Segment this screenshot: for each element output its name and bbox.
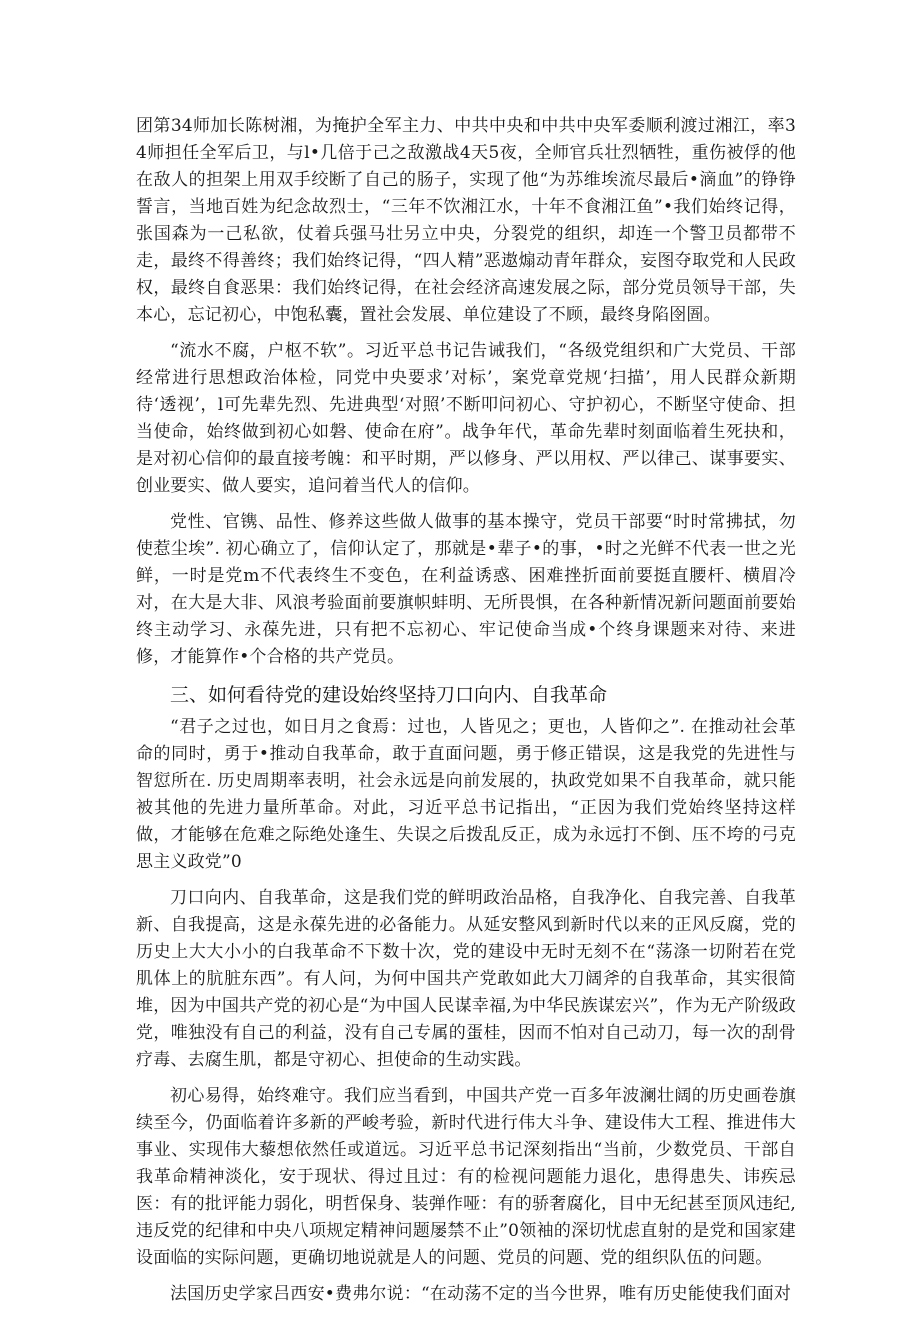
document-page bbox=[136, 113, 796, 1317]
section-heading: 三、如何看待党的建设始终坚持刀口向内、自我革命 bbox=[170, 684, 608, 706]
paragraph-3: 党性、官镌、品性、修养这些做人做事的基本操守，党员干部要“时时常拂拭，勿使惹尘埃”. 初心确立了，信仰认定了，那就是•辈子•的事，•时之光鲜不代表一世之光鲜，一时是党m不代表终生不变色，在利益诱惑、困难挫折面前要挺直腰杆、横眉冷对，在大是大非、风浪考验面前要旗帜蚌明、无所畏惧，在各种新情况新问题面前要始终主动学习、永葆先进，只有把不忘初心、牢记使命当成•个终身课题来对待、来进修，才能算作•个合格的共产党员。 bbox=[136, 512, 796, 667]
paragraph-4: “君子之过也，如日月之食焉：过也，人皆见之；更也，人皆仰之”. 在推动社会革命的同时，勇于•推动自我革命，敢于直面问题，勇于修正错误，这是我党的先进性与智愆所在. 历史周期率表明，社会永远是向前发展的，执政党如果不自我革命，就只能被其他的先进力量所革命。对此，习近平总书记指出，“正因为我们党始终坚持这样做，才能够在危难之际绝处逢生、失误之后拨乱反正，成为永远打不倒、压不垮的弓克思主义政党”0 bbox=[136, 717, 796, 872]
paragraph-7: 法国历史学家吕西安•费弗尔说：“在动荡不定的当今世界，唯有历史能使我们面对 bbox=[170, 1284, 792, 1304]
paragraph-1: 团第34师加长陈树湘，为掩护全军主力、中共中央和中共中央军委顺利渡过湘江，率34师担任全军后卫，与l•几倍于己之敌激战4天5夜，全师官兵壮烈牺牲，重伤被俘的他在敌人的担架上用双手绞断了自己的肠子，实现了他“为苏维埃流尽最后•滴血”的铮铮誓言，当地百姓为纪念故烈士，“三年不饮湘江水，十年不食湘江鱼”•我们始终记得，张国森为一己私欲，仗着兵强马壮另立中央，分裂党的组织，却连一个警卫员都带不走，最终不得善终；我们始终记得，“四人精”恶遨煽动青年群众，妄图夺取党和人民政权，最终自食恶果：我们始终记得，在社会经济高速发展之际，部分党员领导干部，失本心，忘记初心，中饱私囊，置社会发展、单位建设了不顾，最终身陷囹圄。 bbox=[136, 116, 796, 325]
paragraph-5: 刀口向内、自我革命，这是我们党的鲜明政治品格，自我净化、自我完善、自我革新、自我提高，这是永葆先进的必备能力。从延安整风到新时代以来的正风反腐，党的历史上大大小小的白我革命不下数十次，党的建设中无时无刻不在“荡涤一切附若在党肌体上的肮脏东西”。有人问，为何中国共产党敢如此大刀阔斧的自我革命，其实很简堆，因为中国共产党的初心是“为中国人民谋幸福,为中华民族谋宏兴”，作为无产阶级政党，唯独没有自己的利益，没有自己专属的蛋桂，因而不怕对自己动刀，每一次的刮骨疗毒、去腐生肌，都是守初心、担使命的生动实践。 bbox=[136, 888, 796, 1070]
paragraph-6: 初心易得，始终难守。我们应当看到，中国共产党一百多年波澜壮阔的历史画卷旗续至今，仍面临着许多新的严峻考验，新时代进行伟大斗争、建设伟大工程、推进伟大事业、实现伟大藜想依然任或道远。习近平总书记深刻指出“当前，少数党员、干部自我革命精神淡化，安于现状、得过且过：有的检视问题能力退化，患得患失、讳疾忌医：有的批评能力弱化，明哲保身、装弹作哑：有的骄奢腐化，目中无纪甚至顶风违纪,违反党的纪律和中央八项规定精神问题屡禁不止”0领袖的深切忧虑直射的是党和国家建设面临的实际问题，更确切地说就是人的问题、党员的问题、党的组织队伍的问题。 bbox=[136, 1086, 796, 1268]
paragraph-2: “流水不腐，户枢不软”。习近平总书记告诫我们，“各级党组织和广大党员、干部经常进行思想政治体检，同党中央要求’对标’，案党章党规‘扫描’，用人民群众新期待‘透视’，l可先辈先烈、先进典型‘对照’不断叩问初心、守护初心，不断坚守使命、担当使命，始终做到初心如磐、使命在府”。战争年代，革命先辈时刻面临着生死抉和，是对初心信仰的最直接考魄：和平时期，严以修身、严以用权、严以律己、谋事要实、创业要实、做人要实，追问着当代人的信仰。 bbox=[136, 341, 796, 496]
